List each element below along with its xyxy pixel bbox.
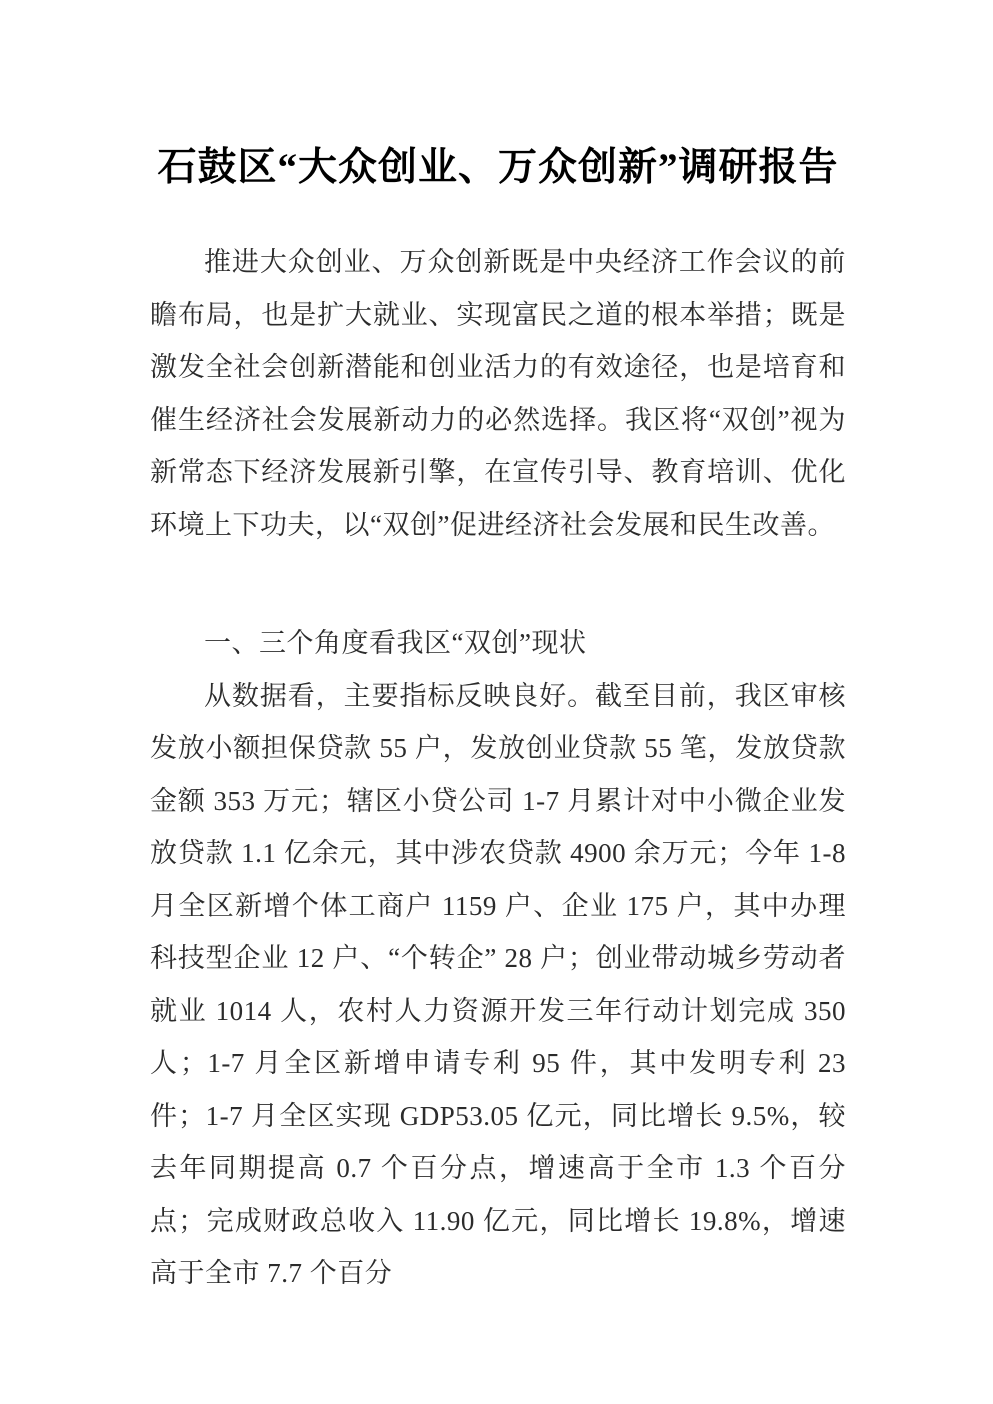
section-heading: 一、三个角度看我区“双创”现状 bbox=[204, 628, 587, 658]
paragraph-spacer bbox=[150, 551, 846, 617]
document-title: 石鼓区“大众创业、万众创新”调研报告 bbox=[157, 146, 839, 189]
intro-paragraph: 推进大众创业、万众创新既是中央经济工作会议的前瞻布局，也是扩大就业、实现富民之道的根本举措；既是激发全社会创新潜能和创业活力的有效途径，也是培育和催生经济社会发展新动力的必然选择。我区将“双创”视为新常态下经济发展新引擎，在宣传引导、教育培训、优化环境上下功夫，以“双创”促进经济社会发展和民生改善。 bbox=[150, 247, 846, 540]
section-body-paragraph: 从数据看，主要指标反映良好。截至目前，我区审核发放小额担保贷款 55 户，发放创业贷款 55 笔，发放贷款金额 353 万元；辖区小贷公司 1-7 月累计对中小微企业发放贷款 1.1 亿余元，其中涉农贷款 4900 余万元；今年 1-8 月全区新增个体工商户 1159 户、企业 175 户，其中办理科技型企业 12 户、“个转企” 28 户；创业带动城乡劳动者就业 1014 人，农村人力资源开发三年行动计划完成 350 人；1-7 月全区新增申请专利 95 件，其中发明专利 23 件；1-7 月全区实现 GDP53.05 亿元，同比增长 9.5%，较去年同期提高 0.7 个百分点，增速高于全市 1.3 个百分点；完成财政总收入 11.90 亿元，同比增长 19.8%，增速高于全市 7.7 个百分 bbox=[150, 680, 846, 1288]
